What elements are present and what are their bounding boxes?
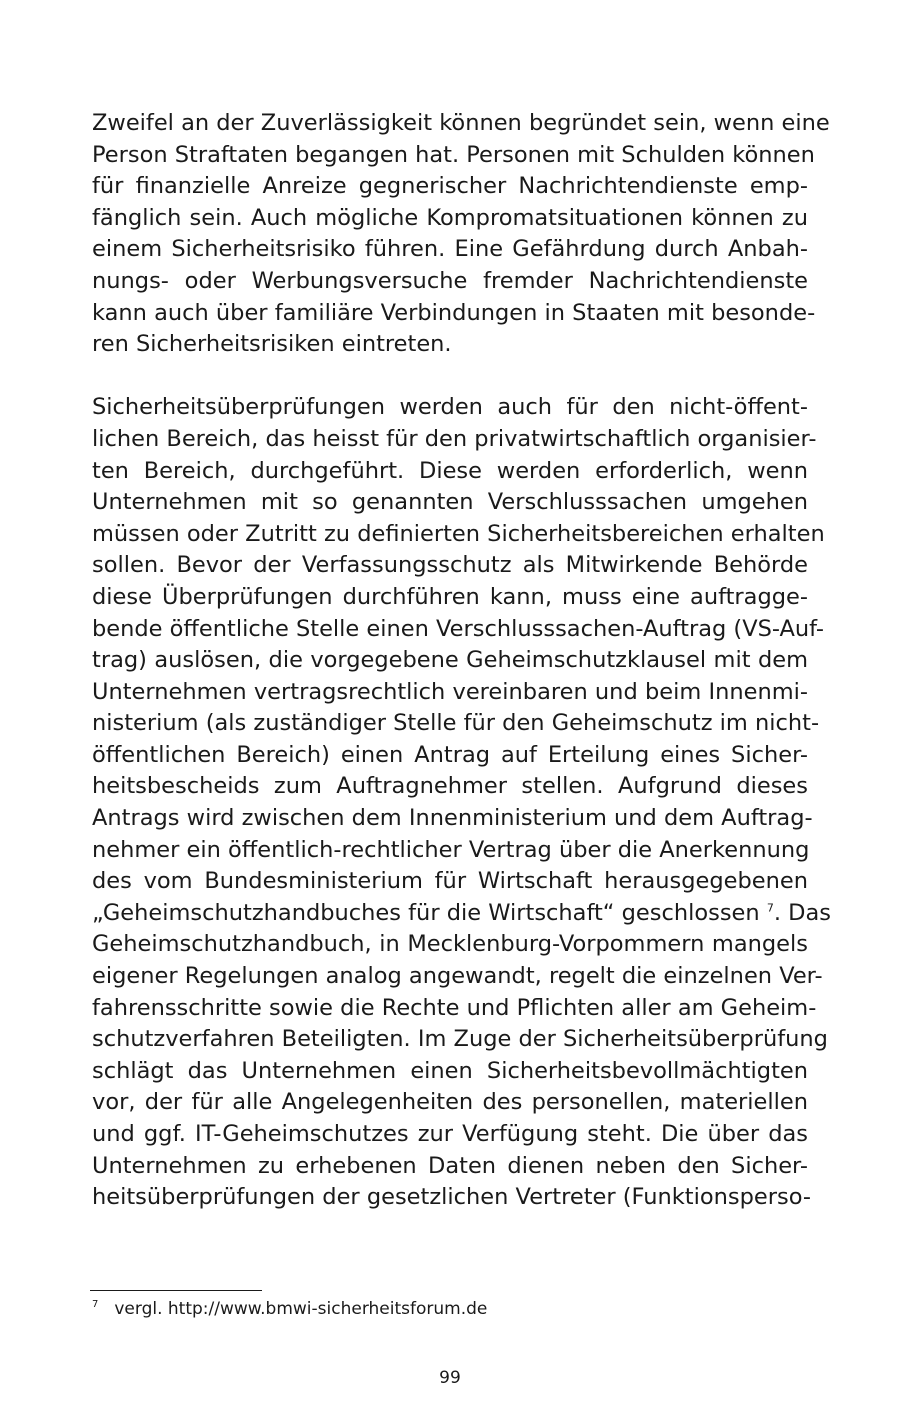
text-line: eigener Regelungen analog angewandt, regelt die einzelnen Ver- (92, 963, 823, 990)
text-line: Zweifel an der Zuverlässigkeit können begründet sein, wenn eine (92, 110, 830, 136)
text-fragment: „Geheimschutzhandbuches für die Wirtschaft“ geschlossen (92, 899, 767, 926)
text-line: und ggf. IT-Geheimschutzes zur Verfügung steht. Die über das (92, 1121, 808, 1147)
footnote-reference: 7 (766, 901, 774, 915)
text-line: Antrags wird zwischen dem Innenministerium und dem Auftrag- (92, 805, 813, 832)
text-line: heitsbescheids zum Auftragnehmer stellen. Aufgrund dieses (92, 773, 808, 800)
text-line: nisterium (als zuständiger Stelle für den Geheimschutz im nicht- (92, 710, 820, 737)
text-line: vor, der für alle Angelegenheiten des personellen, materiellen (92, 1089, 808, 1116)
paragraph-1 (92, 108, 830, 361)
text-line: bende öffentliche Stelle einen Verschlusssachen-Auftrag (VS-Auf- (92, 615, 824, 642)
text-line: nungs- oder Werbungsversuche fremder Nachrichtendienste (92, 267, 808, 294)
text-line-with-footnote-ref (92, 898, 831, 930)
text-line: Unternehmen zu erhebenen Daten dienen neben den Sicher- (92, 1152, 808, 1179)
text-line: diese Überprüfungen durchführen kann, muss eine auftragge- (92, 583, 808, 610)
text-line: Unternehmen vertragsrechtlich vereinbaren und beim Innenmi- (92, 678, 808, 705)
text-line: Person Straftaten begangen hat. Personen mit Schulden können (92, 141, 815, 168)
footnote-text: vergl. http://www.bmwi-sicherheitsforum.de (114, 1299, 488, 1319)
text-line: nehmer ein öffentlich-rechtlicher Vertrag über die Anerkennung (92, 836, 810, 863)
text-line: Geheimschutzhandbuch, in Mecklenburg-Vorpommern mangels (92, 931, 808, 958)
text-line: einem Sicherheitsrisiko führen. Eine Gefährdung durch Anbah- (92, 236, 808, 263)
text-line: schlägt das Unternehmen einen Sicherheitsbevollmächtigten (92, 1057, 808, 1084)
text-line: Unternehmen mit so genannten Verschlusssachen umgehen (92, 489, 808, 516)
text-line: heitsüberprüfungen der gesetzlichen Vertreter (Funktionsperso- (92, 1184, 812, 1211)
page-number: 99 (439, 1368, 461, 1388)
footnote-divider (90, 1290, 262, 1291)
text-line: ten Bereich, durchgeführt. Diese werden erforderlich, wenn (92, 457, 808, 484)
text-line: öffentlichen Bereich) einen Antrag auf Erteilung eines Sicher- (92, 741, 808, 768)
text-line: sollen. Bevor der Verfassungsschutz als Mitwirkende Behörde (92, 552, 808, 579)
text-line: kann auch über familiäre Verbindungen in Staaten mit besonde- (92, 299, 816, 326)
footnote-number: 7 (92, 1299, 99, 1311)
footnote (92, 1297, 487, 1321)
text-line: für finanzielle Anreize gegnerischer Nachrichtendienste emp- (92, 173, 808, 200)
text-line: fänglich sein. Auch mögliche Kompromatsituationen können zu (92, 204, 808, 231)
text-line: Sicherheitsüberprüfungen werden auch für den nicht-öffent- (92, 394, 808, 421)
text-line: trag) auslösen, die vorgegebene Geheimschutzklausel mit dem (92, 647, 808, 674)
body-text (92, 108, 831, 1214)
text-line: des vom Bundesministerium für Wirtschaft herausgegebenen (92, 868, 808, 895)
text-line: müssen oder Zutritt zu definierten Sicherheitsbereichen erhalten (92, 520, 825, 547)
paragraph-2 (92, 392, 831, 1213)
text-line: fahrensschritte sowie die Rechte und Pflichten aller am Geheim- (92, 994, 817, 1021)
text-fragment: . Das (773, 899, 831, 926)
text-line: ren Sicherheitsrisiken eintreten. (92, 331, 452, 358)
text-line: schutzverfahren Beteiligten. Im Zuge der Sicherheitsüberprüfung (92, 1026, 828, 1053)
text-line: lichen Bereich, das heisst für den privatwirtschaftlich organisier- (92, 425, 817, 452)
